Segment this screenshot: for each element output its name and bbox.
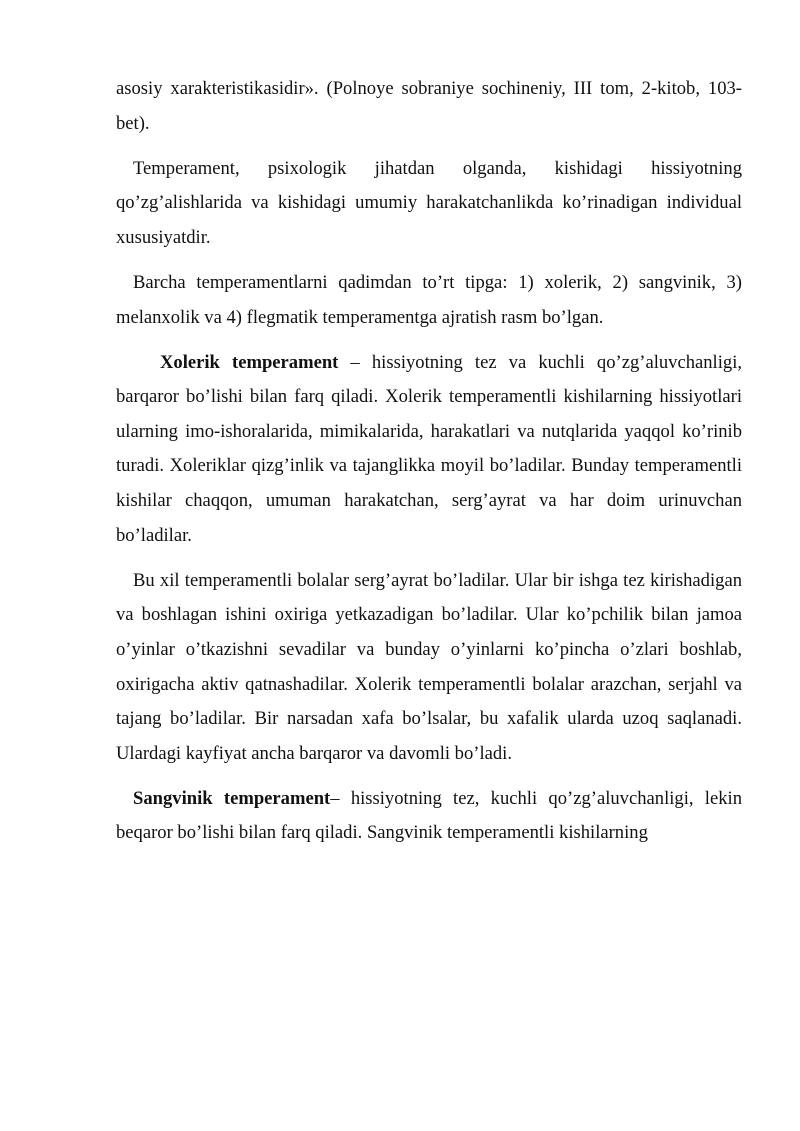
sangvinik-text: – hissiyotning tez, kuchli qo’zg’aluvchanligi, lekin beqaror bo’lishi bilan farq qiladi. Sangvinik temperamentli kishilarning [116, 787, 742, 844]
paragraph-temperament-definition: Temperament, psixologik jihatdan olganda, kishidagi hissiyotning qo’zg’alishlarida va kishidagi umumiy harakatchanlikda ko’rinadigan individual xususiyatdir. [116, 157, 742, 248]
paragraph-temperament-types: Barcha temperamentlarni qadimdan to’rt tipga: 1) xolerik, 2) sangvinik, 3) melanxolik va 4) flegmatik temperamentga ajratish rasm bo’lgan. [116, 271, 742, 328]
paragraph-xolerik-children: Bu xil temperamentli bolalar serg’ayrat bo’ladilar. Ular bir ishga tez kirishadigan va boshlagan ishini oxiriga yetkazadigan bo’ladilar. Ular ko’pchilik bilan jamoa o’yinlar o’tkazishni sevadilar va bunday o’yinlarni ko’pincha o’zlari boshlab, oxirigacha aktiv qatnashadilar. Xolerik temperamentli bolalar arazchan, serjahl va tajang bo’ladilar. Bir narsadan xafa bo’lsalar, bu xafalik ularda uzoq saqlanadi. Ulardagi kayfiyat ancha barqaror va davomli bo’ladi. [116, 569, 742, 764]
xolerik-heading: Xolerik temperament [160, 351, 339, 373]
paragraph-sangvinik [116, 782, 742, 851]
document-page [116, 72, 742, 861]
paragraph-xolerik [116, 346, 742, 554]
sangvinik-heading: Sangvinik temperament [133, 787, 331, 809]
paragraph-quote-end: asosiy xarakteristikasidir». (Polnoye sobraniye sochineniy, III tom, 2-kitob, 103-bet). [116, 78, 742, 134]
xolerik-text: – hissiyotning tez va kuchli qo’zg’aluvchanligi, barqaror bo’lishi bilan farq qiladi. Xolerik temperamentli kishilarning hissiyotlari ularning imo-ishoralarida, mimikalarida, harakatlari va nutqlarida yaqqol ko’rinib turadi. Xoleriklar qizg’inlik va tajanglikka moyil bo’ladilar. Bunday temperamentli kishilar chaqqon, umuman harakatchan, serg’ayrat va har doim urinuvchan bo’ladilar. [116, 351, 743, 546]
